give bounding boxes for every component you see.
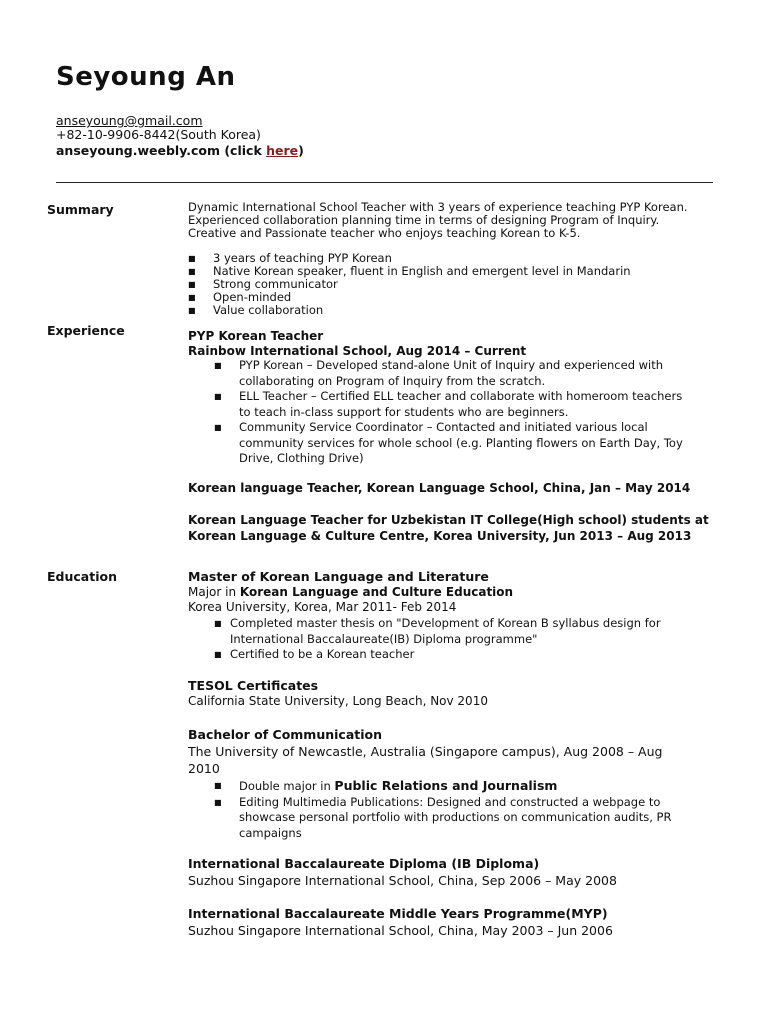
bullet-icon: ■ bbox=[188, 254, 196, 263]
bullet-icon: ■ bbox=[214, 650, 222, 659]
list-item: ■ Native Korean speaker, fluent in English and emergent level in Mandarin bbox=[188, 264, 631, 278]
list-item: ■ Open-minded bbox=[188, 290, 292, 304]
summary-line: Creative and Passionate teacher who enjoys teaching Korean to K-5. bbox=[188, 226, 581, 240]
list-item: ■ Certified to be a Korean teacher bbox=[214, 647, 415, 661]
tesol-title: TESOL Certificates bbox=[188, 678, 319, 693]
bullet-icon: ■ bbox=[188, 306, 196, 315]
bachelor-school: The University of Newcastle, Australia (Singapore campus), Aug 2008 – Aug 2010 bbox=[188, 744, 663, 776]
job3: Korean Language Teacher for Uzbekistan IT College(High school) students at Korean Language & Culture Centre, Korea University, Jun 2013 – Aug 2013 bbox=[188, 513, 709, 543]
bullet-icon: ■ bbox=[188, 267, 196, 276]
ibdp-school: Suzhou Singapore International School, China, Sep 2006 – May 2008 bbox=[188, 873, 617, 888]
experience-label: Experience bbox=[47, 323, 125, 338]
summary-label: Summary bbox=[47, 202, 114, 217]
summary-bullets bbox=[188, 252, 631, 317]
list-item: ■ Double major in Public Relations and Journalism bbox=[214, 778, 558, 793]
summary-line: Dynamic International School Teacher with 3 years of experience teaching PYP Korean. bbox=[188, 200, 688, 214]
list-item: ■ PYP Korean – Developed stand-alone Unit of Inquiry and experienced with collaborating on Program of Inquiry from the scratch. bbox=[214, 358, 664, 388]
list-item: ■ ELL Teacher – Certified ELL teacher and collaborate with homeroom teachers to teach in-class support for students who are beginners. bbox=[214, 389, 683, 419]
job2: Korean language Teacher, Korean Language School, China, Jan – May 2014 bbox=[188, 481, 691, 495]
list-item: ■ 3 years of teaching PYP Korean bbox=[188, 251, 392, 265]
list-item: ■ Editing Multimedia Publications: Designed and constructed a webpage to showcase personal portfolio with productions on communication audits, PR campaigns bbox=[214, 794, 672, 840]
list-item: ■ Value collaboration bbox=[188, 303, 324, 317]
header-divider bbox=[56, 182, 713, 183]
tesol-school: California State University, Long Beach, Nov 2010 bbox=[188, 694, 488, 708]
email-link[interactable]: anseyoung@gmail.com bbox=[56, 113, 203, 128]
job1-title: PYP Korean Teacher bbox=[188, 329, 324, 343]
website-close-paren: ) bbox=[298, 143, 304, 158]
bullet-icon: ■ bbox=[214, 797, 222, 807]
masters-title: Master of Korean Language and Literature bbox=[188, 569, 489, 584]
bullet-icon: ■ bbox=[214, 361, 222, 370]
bullet-icon: ■ bbox=[214, 423, 222, 432]
list-item: ■ Strong communicator bbox=[188, 277, 338, 291]
education-label: Education bbox=[47, 569, 117, 584]
website-text: anseyoung.weebly.com (click bbox=[56, 143, 267, 158]
website-here-link[interactable]: here bbox=[266, 143, 299, 158]
bullet-icon: ■ bbox=[214, 392, 222, 401]
masters-bullets bbox=[214, 616, 661, 663]
job1-org: Rainbow International School, Aug 2014 – Current bbox=[188, 344, 527, 358]
bullet-icon: ■ bbox=[214, 619, 222, 628]
bachelor-bullets bbox=[214, 778, 671, 841]
bullet-icon: ■ bbox=[214, 781, 222, 790]
list-item: ■ Completed master thesis on "Development of Korean B syllabus design for International Baccalaureate(IB) Diploma programme" bbox=[214, 616, 661, 646]
phone-number: +82-10-9906-8442(South Korea) bbox=[56, 127, 261, 142]
list-item: ■ Community Service Coordinator – Contacted and initiated various local community services for whole school (e.g. Planting flowers on Earth Day, Toy Drive, Clothing Drive) bbox=[214, 420, 683, 465]
masters-school: Korea University, Korea, Mar 2011- Feb 2014 bbox=[188, 600, 457, 614]
bullet-icon: ■ bbox=[188, 280, 196, 289]
website-line bbox=[56, 143, 304, 158]
summary-text bbox=[188, 201, 688, 240]
summary-line: Experienced collaboration planning time in terms of designing Program of Inquiry. bbox=[188, 213, 660, 227]
bachelor-title: Bachelor of Communication bbox=[188, 727, 383, 742]
ibdp-title: International Baccalaureate Diploma (IB Diploma) bbox=[188, 856, 540, 871]
resume-name: Seyoung An bbox=[56, 62, 236, 92]
job1-bullets bbox=[214, 358, 683, 467]
myp-school: Suzhou Singapore International School, China, May 2003 – Jun 2006 bbox=[188, 923, 613, 938]
bullet-icon: ■ bbox=[188, 293, 196, 302]
masters-major: Major in Korean Language and Culture Education bbox=[188, 585, 514, 599]
myp-title: International Baccalaureate Middle Years Programme(MYP) bbox=[188, 906, 608, 921]
